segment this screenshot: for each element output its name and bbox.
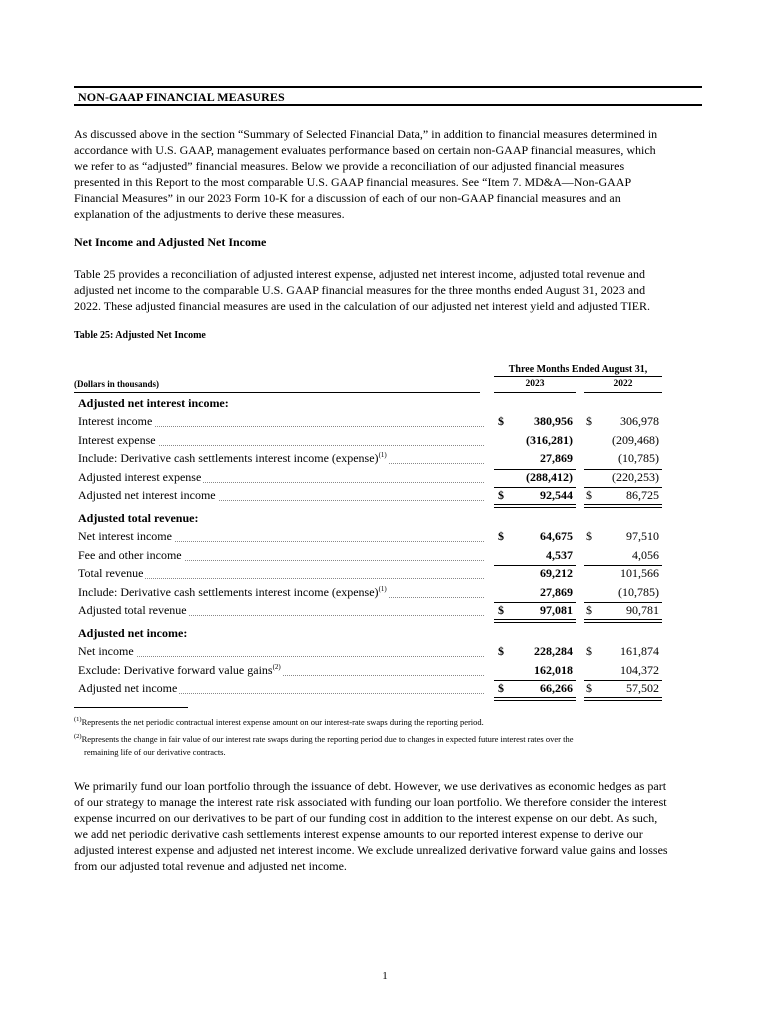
subtotal-rule	[584, 487, 662, 488]
row-label-cell	[78, 644, 484, 660]
subtotal-rule	[494, 487, 576, 488]
value-2023: 228,284	[534, 644, 573, 658]
page-number: 1	[382, 970, 388, 982]
value-2022: (10,785)	[618, 584, 659, 599]
row-label-text: Interest income	[78, 414, 153, 428]
intro-line: we refer to as “adjusted” financial measures. Below we provide a reconciliation of our adjusted financial measures	[74, 159, 625, 173]
row-label	[78, 585, 389, 599]
value-2023: (316,281)	[526, 432, 573, 447]
subtotal-rule	[584, 680, 662, 681]
table-intro-paragraph	[74, 266, 702, 314]
value-2022: 57,502	[626, 681, 659, 696]
total-double-rule	[584, 697, 662, 701]
row-label-cell	[78, 663, 484, 679]
subtotal-rule	[584, 469, 662, 470]
total-double-rule	[494, 697, 576, 701]
table-group-title: Adjusted total revenue:	[78, 511, 199, 525]
row-label-cell	[78, 451, 484, 467]
total-double-rule	[494, 619, 576, 623]
subsection-title: Net Income and Adjusted Net Income	[74, 235, 267, 249]
closing-paragraph	[74, 778, 702, 874]
row-label-cell	[78, 548, 484, 564]
footnote-mark: (2)	[74, 733, 82, 740]
row-label	[78, 470, 203, 484]
row-label-cell	[78, 603, 484, 619]
footnote-text: Represents the change in fair value of our interest rate swaps during the reporting period due to changes in expected future interest rates over the	[81, 734, 574, 744]
row-label-cell	[78, 681, 484, 697]
row-label-text: Adjusted total revenue	[78, 603, 187, 618]
footnote-separator	[74, 707, 188, 708]
intro-line: presented in this Report to the most comparable U.S. GAAP financial measures. See “Item 7. MD&A—Non-GAAP	[74, 175, 632, 189]
footnote-ref: (1)	[378, 451, 387, 460]
value-2022: 86,725	[626, 488, 659, 503]
row-label-cell	[78, 488, 484, 504]
table-row	[0, 414, 770, 432]
currency-sign-2022: $	[586, 529, 592, 543]
header-rule-2023	[494, 392, 576, 393]
row-label	[78, 548, 184, 562]
header-rule-label	[74, 392, 480, 393]
total-double-rule	[494, 504, 576, 508]
row-label-text: Interest expense	[78, 432, 156, 447]
footnote-2	[74, 733, 674, 745]
value-2023: 92,544	[540, 488, 573, 503]
intro-line: Financial Measures” in our 2023 Form 10-K for a discussion of each of our non-GAAP financial measures and an	[74, 191, 621, 205]
dot-leader	[78, 656, 484, 657]
value-2022: 306,978	[620, 414, 659, 428]
footnote-ref: (1)	[378, 584, 387, 593]
currency-sign-2023: $	[498, 603, 504, 618]
row-label	[78, 663, 283, 677]
value-2022: (10,785)	[618, 451, 659, 466]
value-2023: (288,412)	[526, 469, 573, 484]
currency-sign-2022: $	[586, 681, 592, 696]
value-2023: 27,869	[540, 451, 573, 466]
subtotal-rule	[494, 469, 576, 470]
row-label	[78, 566, 145, 580]
closing-line: from our adjusted total revenue and adjusted net income.	[74, 859, 347, 873]
value-2023: 27,869	[540, 584, 573, 599]
table-group-title: Adjusted net interest income:	[78, 396, 229, 410]
year-header-2022: 2022	[613, 379, 633, 389]
value-2023: 64,675	[540, 529, 573, 543]
subtotal-rule	[584, 565, 662, 566]
table-row	[0, 433, 770, 451]
table-intro-line: Table 25 provides a reconciliation of adjusted interest expense, adjusted net interest income, adjusted total revenue and	[74, 267, 645, 281]
value-2022: 90,781	[626, 603, 659, 618]
currency-sign-2022: $	[586, 488, 592, 503]
currency-sign-2023: $	[498, 488, 504, 503]
table-row	[0, 548, 770, 566]
header-rule-2022	[584, 392, 662, 393]
row-label-text: Adjusted net income	[78, 681, 178, 696]
row-label-cell	[78, 433, 484, 449]
value-2022: 97,510	[626, 529, 659, 543]
subtotal-rule	[494, 602, 576, 603]
value-2023: 162,018	[534, 662, 573, 677]
table-title: Table 25: Adjusted Net Income	[74, 330, 206, 341]
row-label	[78, 529, 174, 543]
row-label	[78, 433, 158, 447]
footnote-ref: (2)	[272, 662, 281, 671]
subtotal-rule	[584, 602, 662, 603]
table-row	[0, 585, 770, 603]
footnote-text: remaining life of our derivative contracts.	[84, 747, 226, 757]
closing-line: of our strategy to manage the interest rate risk associated with funding our loan portfolio. We therefore consider the interest	[74, 795, 667, 809]
closing-line: We primarily fund our loan portfolio through the issuance of debt. However, we use derivatives as economic hedges as part	[74, 779, 667, 793]
currency-sign-2023: $	[498, 644, 504, 658]
table-row	[0, 644, 770, 662]
row-label-text: Adjusted interest expense	[78, 469, 202, 484]
period-header-rule	[494, 376, 662, 377]
value-2022: 104,372	[620, 662, 659, 677]
row-label-text: Include: Derivative cash settlements interest income (expense)	[78, 584, 379, 599]
row-label-text: Fee and other income	[78, 547, 182, 562]
section-title: NON-GAAP FINANCIAL MEASURES	[78, 90, 285, 104]
table-group-title: Adjusted net income:	[78, 626, 188, 640]
currency-sign-2023: $	[498, 681, 504, 696]
section-title-bar	[74, 86, 702, 106]
row-label	[78, 451, 389, 465]
table-period-header: Three Months Ended August 31,	[508, 364, 648, 375]
footnote-text: Represents the net periodic contractual interest expense amount on our interest-rate swaps during the reporting period.	[81, 717, 484, 727]
value-2023: 380,956	[534, 414, 573, 428]
row-label	[78, 681, 179, 695]
row-label-text: Total revenue	[78, 566, 144, 581]
footnote-1	[74, 716, 674, 728]
row-label	[78, 603, 189, 617]
table-intro-line: 2022. These adjusted financial measures are used in the calculation of our adjusted net interest yield and adjusted TIER.	[74, 299, 651, 313]
intro-line: accordance with U.S. GAAP, management evaluates performance based on certain non-GAAP financial measures, which	[74, 143, 656, 157]
value-2023: 66,266	[540, 681, 573, 696]
value-2022: (209,468)	[612, 432, 659, 447]
intro-line: As discussed above in the section “Summary of Selected Financial Data,” in addition to financial measures determined in	[74, 127, 658, 141]
currency-sign-2022: $	[586, 414, 592, 428]
value-2023: 4,537	[546, 547, 573, 562]
row-label-cell	[78, 585, 484, 601]
year-header-2023: 2023	[525, 379, 545, 389]
value-2022: 101,566	[620, 566, 659, 581]
total-double-rule	[584, 504, 662, 508]
value-2023: 69,212	[540, 566, 573, 581]
row-label	[78, 488, 218, 502]
row-label-text: Adjusted net interest income	[78, 488, 216, 503]
row-label-text: Net interest income	[78, 529, 172, 543]
value-2022: (220,253)	[612, 469, 659, 484]
value-2022: 4,056	[632, 547, 659, 562]
table-row	[0, 663, 770, 681]
row-label-cell	[78, 529, 484, 545]
row-label-cell	[78, 470, 484, 486]
table-row	[0, 566, 770, 584]
subtotal-rule	[494, 680, 576, 681]
closing-line: expense incurred on our derivatives to be part of our funding cost in addition to the interest expense on our debt. As such,	[74, 811, 658, 825]
currency-sign-2022: $	[586, 644, 592, 658]
footnote-2-continuation	[84, 746, 684, 758]
value-2022: 161,874	[620, 644, 659, 658]
subtotal-rule	[494, 565, 576, 566]
footnote-mark: (1)	[74, 716, 82, 723]
total-double-rule	[584, 619, 662, 623]
value-2023: 97,081	[540, 603, 573, 618]
row-label	[78, 414, 154, 428]
intro-paragraph	[74, 126, 702, 222]
row-label-text: Exclude: Derivative forward value gains	[78, 662, 273, 677]
row-label-text: Include: Derivative cash settlements interest income (expense)	[78, 451, 379, 466]
table-units-header: (Dollars in thousands)	[74, 379, 160, 389]
closing-line: we add net periodic derivative cash settlements interest expense amounts to our reported interest expense to derive our	[74, 827, 643, 841]
closing-line: adjusted interest expense and adjusted net interest income. We exclude unrealized derivative forward value gains and losses	[74, 843, 668, 857]
row-label-text: Net income	[78, 644, 134, 658]
currency-sign-2022: $	[586, 603, 592, 618]
row-label-cell	[78, 414, 484, 430]
table-row	[0, 470, 770, 488]
table-intro-line: adjusted net income to the comparable U.S. GAAP financial measures for the three months ended August 31, 2023 and	[74, 283, 646, 297]
table-row	[0, 529, 770, 547]
intro-line: explanation of the adjustments to derive these measures.	[74, 207, 345, 221]
table-row	[0, 451, 770, 469]
row-label	[78, 644, 136, 658]
row-label-cell	[78, 566, 484, 582]
currency-sign-2023: $	[498, 414, 504, 428]
currency-sign-2023: $	[498, 529, 504, 543]
